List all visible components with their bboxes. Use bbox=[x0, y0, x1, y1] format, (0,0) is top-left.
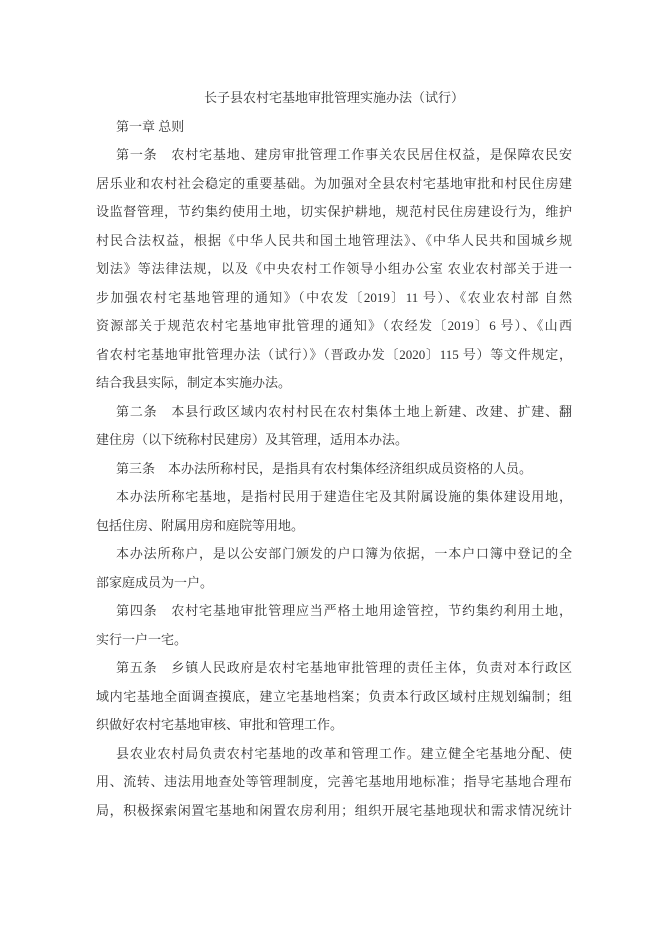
body-line: 划法》等法律法规，以及《中央农村工作领导小组办公室 农业农村部关于进一 bbox=[96, 261, 572, 276]
body-line: 结合我县实际，制定本实施办法。 bbox=[96, 375, 292, 390]
body-line: 设监督管理，节约集约使用土地，切实保护耕地，规范村民住房建设行为，维护 bbox=[96, 204, 572, 219]
document-text-column bbox=[96, 84, 572, 825]
body-line-article-1: 第一条 农村宅基地、建房审批管理工作事关农民居住权益，是保障农民安 bbox=[116, 147, 572, 162]
body-line: 用、流转、违法用地查处等管理制度，完善宅基地用地标准；指导宅基地合理布 bbox=[96, 774, 572, 789]
body-line: 步加强农村宅基地管理的通知》（中农发〔2019〕11 号）、《农业农村部 自然 bbox=[96, 289, 572, 305]
body-line-article-5: 第五条 乡镇人民政府是农村宅基地审批管理的责任主体，负责对本行政区 bbox=[116, 660, 572, 675]
body-line: 省农村宅基地审批管理办法（试行）》（晋政办发〔2020〕115 号）等文件规定， bbox=[96, 346, 572, 362]
body-line: 实行一户一宅。 bbox=[96, 631, 188, 647]
body-line: 县农业农村局负责农村宅基地的改革和管理工作。建立健全宅基地分配、使 bbox=[116, 745, 572, 761]
body-line: 域内宅基地全面调查摸底，建立宅基地档案；负责本行政区域村庄规划编制；组 bbox=[96, 688, 572, 704]
body-line: 部家庭成员为一户。 bbox=[96, 574, 214, 590]
body-line-article-4: 第四条 农村宅基地审批管理应当严格土地用途管控，节约集约利用土地， bbox=[116, 603, 572, 618]
body-line: 本办法所称宅基地，是指村民用于建造住宅及其附属设施的集体建设用地， bbox=[116, 489, 572, 504]
chapter-heading: 第一章 总则 bbox=[116, 118, 185, 134]
body-line-article-3: 第三条 本办法所称村民，是指具有农村集体经济组织成员资格的人员。 bbox=[116, 460, 533, 476]
body-line: 居乐业和农村社会稳定的重要基础。为加强对全县农村宅基地审批和村民住房建 bbox=[96, 175, 572, 191]
body-line: 本办法所称户，是以公安部门颁发的户口簿为依据，一本户口簿中登记的全 bbox=[116, 546, 572, 561]
body-line: 村民合法权益，根据《中华人民共和国土地管理法》、《中华人民共和国城乡规 bbox=[96, 232, 572, 248]
body-line: 局，积极探索闲置宅基地和闲置农房利用；组织开展宅基地现状和需求情况统计 bbox=[96, 802, 572, 818]
body-line: 资源部关于规范农村宅基地审批管理的通知》（农经发〔2019〕6 号）、《山西 bbox=[96, 318, 572, 333]
body-line: 织做好农村宅基地审核、审批和管理工作。 bbox=[96, 717, 344, 732]
body-line-article-2: 第二条 本县行政区域内农村村民在农村集体土地上新建、改建、扩建、翻 bbox=[116, 403, 572, 419]
document-title: 长子县农村宅基地审批管理实施办法（试行） bbox=[203, 90, 464, 105]
body-line: 包括住房、附属用房和庭院等用地。 bbox=[96, 517, 305, 533]
body-line: 建住房（以下统称村民建房）及其管理，适用本办法。 bbox=[96, 432, 409, 447]
